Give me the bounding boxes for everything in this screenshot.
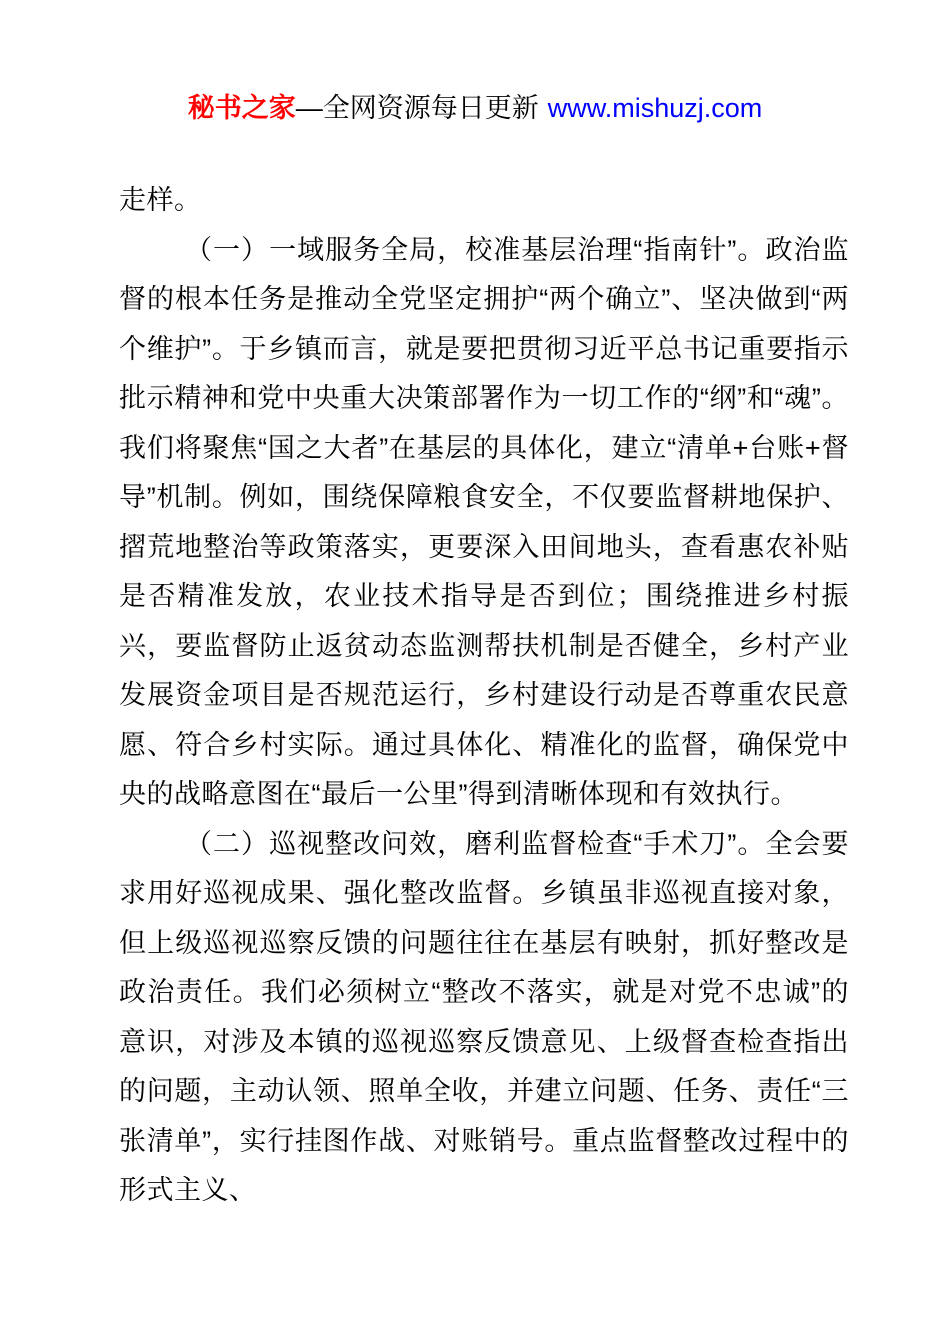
site-url-link[interactable]: www.mishuzj.com <box>547 93 763 123</box>
page-header <box>0 0 950 125</box>
header-dash: — <box>295 93 323 123</box>
paragraph-continuation: 走样。 <box>119 185 202 215</box>
paragraph-section-two: （二）巡视整改问效，磨利监督检查“手术刀”。全会要求用好巡视成果、强化整改监督。乡镇虽非巡视直接对象，但上级巡视巡察反馈的问题往往在基层有映射，抓好整改是政治责任。我们必须树立“整改不落实，就是对党不忠诚”的意识，对涉及本镇的巡视巡察反馈意见、上级督查检查指出的问题，主动认领、照单全收，并建立问题、任务、责任“三张清单”，实行挂图作战、对账销号。重点监督整改过程中的形式主义、 <box>119 828 849 1205</box>
paragraph-section-one: （一）一域服务全局，校准基层治理“指南针”。政治监督的根本任务是推动全党坚定拥护“两个确立”、坚决做到“两个维护”。于乡镇而言，就是要把贯彻习近平总书记重要指示批示精神和党中央重大决策部署作为一切工作的“纲”和“魂”。我们将聚焦“国之大者”在基层的具体化，建立“清单+台账+督导”机制。例如，围绕保障粮食安全，不仅要监督耕地保护、摺荒地整治等政策落实，更要深入田间地头，查看惠农补贴是否精准发放，农业技术指导是否到位；围绕推进乡村振兴，要监督防止返贫动态监测帮扶机制是否健全，乡村产业发展资金项目是否规范运行，乡村建设行动是否尊重农民意愿、符合乡村实际。通过具体化、精准化的监督，确保党中央的战略意图在“最后一公里”得到清晰体现和有效执行。 <box>119 234 849 809</box>
site-brand: 秘书之家 <box>187 93 296 123</box>
document-body <box>119 176 849 1216</box>
header-tagline: 全网资源每日更新 <box>322 93 539 123</box>
